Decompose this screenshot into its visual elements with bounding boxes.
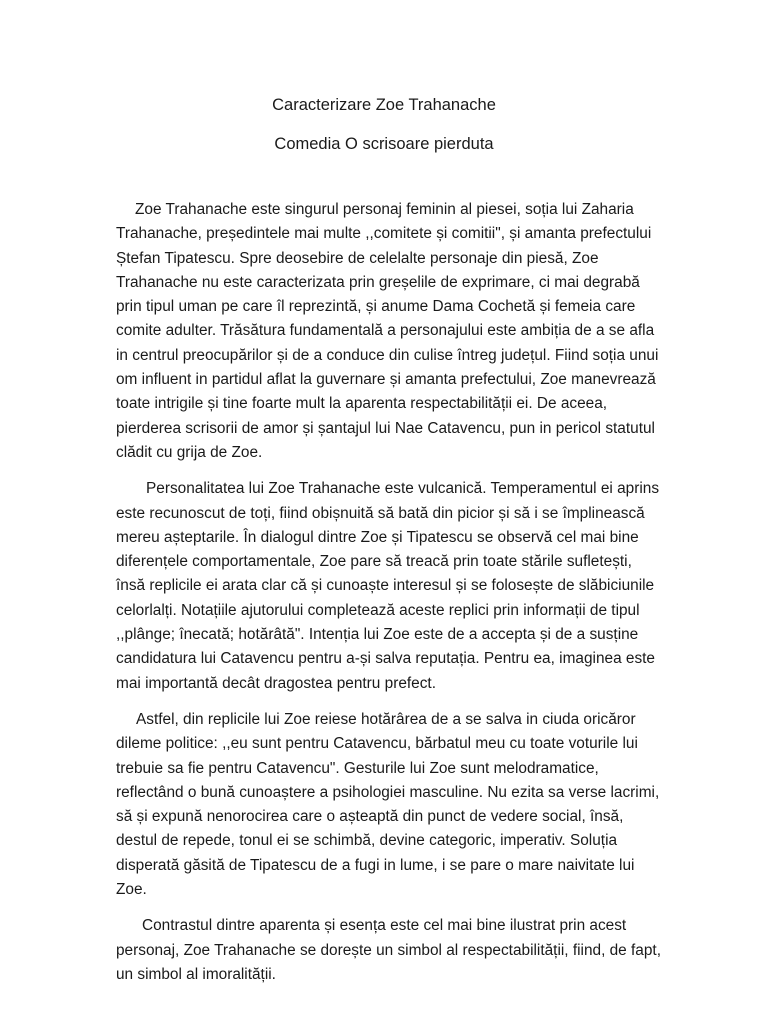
paragraph-1: Zoe Trahanache este singurul personaj feminin al piesei, soția lui Zaharia Trahanache, președintele mai multe ,,comitete și comitii", și amanta prefectului Ștefan Tipatescu. Spre deosebire de celelalte personaje din piesă, Zoe Trahanache nu este caracterizata prin greșelile de exprimare, ci mai degrabă prin tipul uman pe care îl reprezintă, și anume Dama Cochetă și femeia care comite adulter. Trăsătura fundamentală a personajului este ambiția de a se afla in centrul preocupărilor și de a conduce din culise întreg județul. Fiind soția unui om influent in partidul aflat la guvernare și amanta prefectului, Zoe manevrează toate intrigile și tine foarte mult la aparenta respectabilității ei. De aceea, pierderea scrisorii de amor și șantajul lui Nae Catavencu, pun in pericol statutul clădit cu grija de Zoe. bbox=[116, 201, 659, 461]
document-subtitle: Comedia O scrisoare pierduta bbox=[274, 135, 494, 153]
document-title: Caracterizare Zoe Trahanache bbox=[272, 96, 496, 114]
paragraph-2: Personalitatea lui Zoe Trahanache este vulcanică. Temperamentul ei aprins este recunoscut de toți, fiind obișnuită să bată din picior și să i se împlinească mereu așteptarile. În dialogul dintre Zoe și Tipatescu se observă cel mai bine diferențele comportamentale, Zoe pare să treacă prin toate stările sufletești, însă replicile ei arata clar că și cunoaște interesul și se folosește de slăbiciunile celorlalți. Notațiile ajutorului completează aceste replici prin informații de tipul ,,plânge; înecată; hotărâtă". Intenția lui Zoe este de a accepta și de a susține candidatura lui Catavencu pentru a-și salva reputația. Pentru ea, imaginea este mai importantă decât dragostea pentru prefect. bbox=[116, 480, 660, 692]
paragraph-4: Contrastul dintre aparenta și esența este cel mai bine ilustrat prin acest personaj, Zoe Trahanache se dorește un simbol al respectabilității, fiind, de fapt, un simbol al imoralității. bbox=[116, 917, 661, 983]
paragraph-3: Astfel, din replicile lui Zoe reiese hotărârea de a se salva in ciuda oricăror dileme politice: ,,eu sunt pentru Catavencu, bărbatul meu cu toate voturile lui trebuie sa fie pentru Catavencu". Gesturile lui Zoe sunt melodramatice, reflectând o bună cunoaștere a psihologiei masculine. Nu ezita sa verse lacrimi, să și expună nenorocirea care o așteaptă din punct de vedere social, însă, destul de repede, tonul ei se schimbă, devine categoric, imperativ. Soluția disperată găsită de Tipatescu de a fugi in lume, i se pare o mare naivitate lui Zoe. bbox=[116, 710, 660, 899]
document-body bbox=[116, 198, 664, 999]
